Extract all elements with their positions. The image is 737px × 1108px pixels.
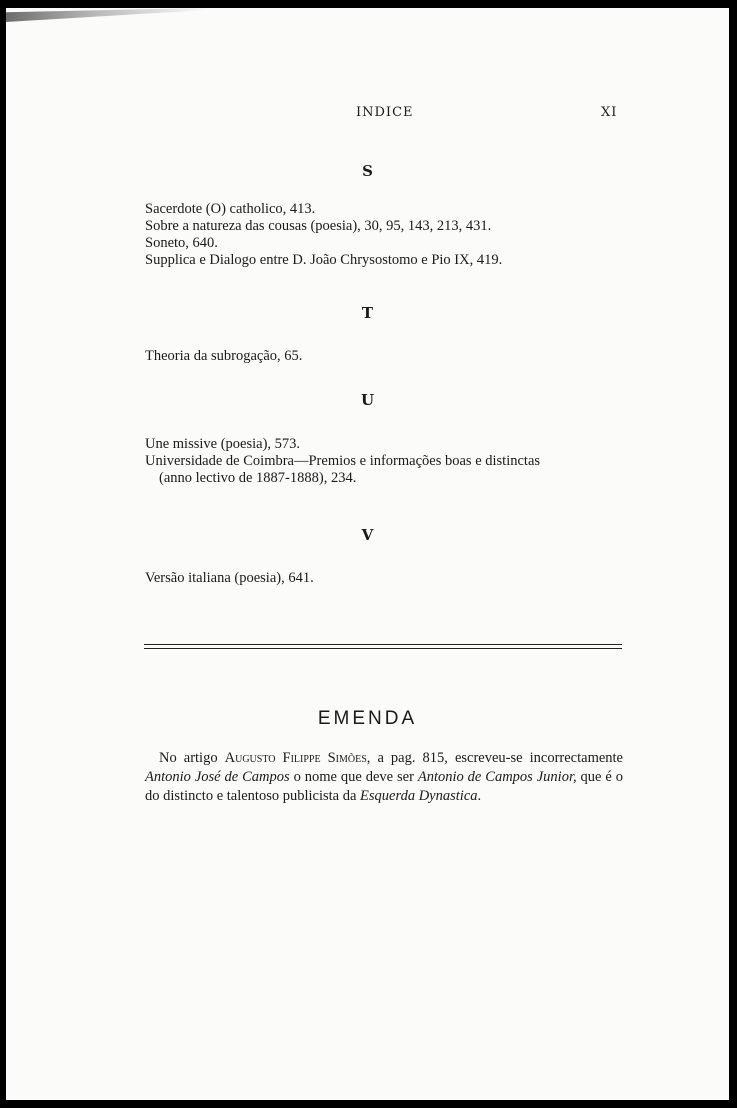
book-page	[6, 8, 729, 1100]
index-entry: Sobre a natureza das cousas (poesia), 30, 95, 143, 213, 431.	[145, 218, 492, 234]
emenda-heading: EMENDA	[317, 708, 418, 729]
scan-smudge	[6, 8, 206, 22]
running-head-title: INDICE	[356, 105, 414, 120]
author-name: Augusto Filippe Simões	[224, 750, 367, 766]
emenda-paragraph: No artigo Augusto Filippe Simões, a pag. 815, escreveu-se incorrectamente Antonio José de Campos o nome que deve ser Antonio de Campos Junior, que é o do distincto e talentoso publicista da Esquerda Dynastica.	[145, 750, 623, 804]
double-rule-divider	[144, 644, 622, 649]
page-number: XI	[601, 105, 618, 120]
section-letter-u: U	[360, 391, 375, 409]
section-letter-t: T	[361, 304, 374, 322]
index-entry: Universidade de Coimbra—Premios e informações boas e distinctas	[145, 453, 541, 469]
publication-name: Esquerda Dynastica	[360, 788, 478, 804]
correct-name: Antonio de Campos Junior,	[417, 769, 577, 785]
section-letter-s: S	[362, 162, 373, 180]
index-entry: Supplica e Dialogo entre D. João Chrysostomo e Pio IX, 419.	[145, 252, 503, 268]
incorrect-name: Antonio José de Campos	[145, 769, 290, 785]
index-entry-continuation: (anno lectivo de 1887-1888), 234.	[159, 470, 357, 486]
index-entry: Versão italiana (poesia), 641.	[145, 570, 314, 586]
index-entry: Soneto, 640.	[145, 235, 218, 251]
index-entry: Sacerdote (O) catholico, 413.	[145, 201, 316, 217]
index-entry: Une missive (poesia), 573.	[145, 436, 301, 452]
index-entry: Theoria da subrogação, 65.	[145, 348, 303, 364]
section-letter-v: V	[361, 526, 374, 544]
